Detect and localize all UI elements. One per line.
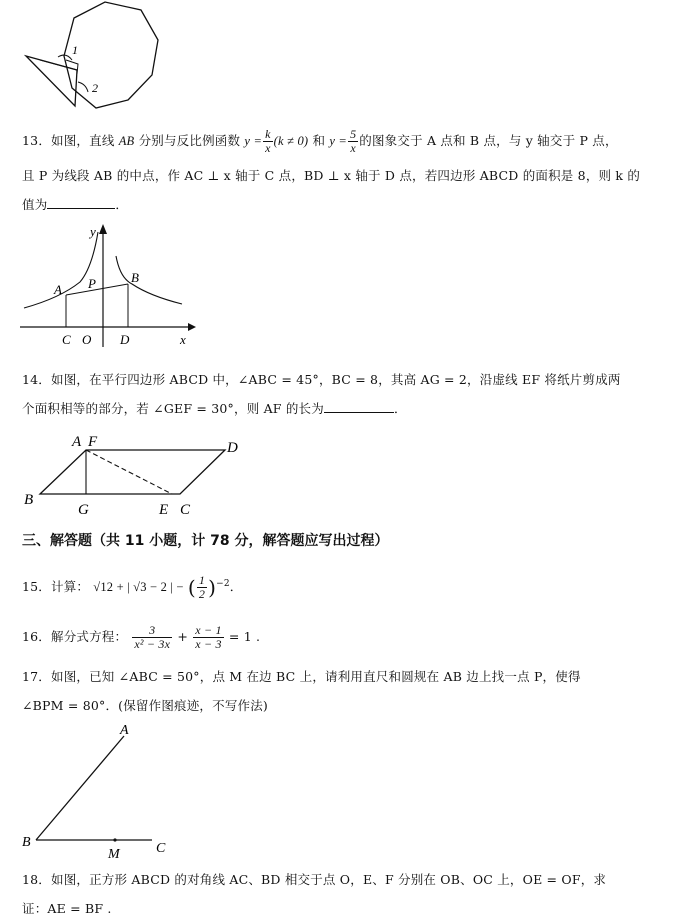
q14-line2: 个面积相等的部分，若 ∠GEF = 30°，则 AF 的长为 ． [22, 401, 407, 416]
y-axis-label: y [90, 224, 96, 239]
q14-line1: 14．如图，在平行四边形 ABCD 中，∠ABC = 45°，BC = 8，其高 AG = 2，沿虚线 EF 将纸片剪成两 [22, 372, 621, 387]
section-heading: 三、解答题（共 11 小题，计 78 分，解答题应写出过程） [22, 533, 389, 549]
q15-exponent: −2 [216, 578, 230, 589]
five-over-x-fraction [348, 128, 358, 155]
point-g-label: G [78, 502, 89, 518]
angle-1-label: 1 [72, 43, 78, 57]
q13-text: 如图，直线 [51, 133, 115, 148]
point-c-label: C [62, 332, 71, 347]
q16-line [22, 624, 260, 651]
point-a-label: A [120, 723, 129, 738]
q15-line: 15．计算： √12 + | √3 − 2 | − ( $\frac{1}{2}$ )$^{-2}$． [22, 573, 243, 601]
frac-num: 3 [132, 624, 172, 638]
q14-text: 个面积相等的部分，若 ∠GEF = 30°，则 AF 的长为 [22, 401, 324, 416]
q13-y2: y = [329, 134, 348, 148]
half-fraction [197, 574, 207, 601]
q17-line1: 17．如图，已知 ∠ABC = 50°，点 M 在边 BC 上，请利用直尺和圆规在 AB 边上找一点 P，使得 [22, 669, 581, 684]
parallelogram-figure [20, 428, 250, 520]
point-c-label: C [156, 841, 166, 856]
point-b-label: B [22, 835, 31, 850]
point-d-label: D [120, 332, 130, 347]
angle-figure [20, 720, 180, 860]
q13-line3: 值为 ． [22, 197, 129, 212]
k-over-x-fraction [263, 128, 273, 155]
point-f-label: F [88, 434, 98, 450]
frac-num: 1 [198, 573, 206, 587]
origin-label: O [82, 332, 92, 347]
answer-blank [47, 196, 115, 209]
frac-den: 2 [198, 587, 206, 601]
q15-prefix: 15．计算： [22, 579, 90, 594]
q16-prefix: 16．解分式方程： [22, 629, 128, 644]
point-a-label: A [72, 434, 82, 450]
q13-text-3: 的图象交于 A 点和 B 点，与 y 轴交于 P 点， [359, 133, 618, 148]
q15-expr: √12 + | √3 − 2 | − [93, 580, 184, 594]
frac-num: 5 [350, 127, 357, 141]
q18-line2: 证：AE = BF . [22, 901, 112, 916]
angle-2-label: 2 [92, 81, 98, 95]
point-b-label: B [131, 270, 139, 285]
frac-den: x − 3 [195, 637, 222, 651]
point-b-label: B [24, 492, 34, 508]
q17-line2: ∠BPM = 80°．(保留作图痕迹，不写作法) [22, 698, 268, 713]
q13-text-2: 分别与反比例函数 [138, 133, 241, 148]
frac-den: x² − 3x [134, 637, 171, 651]
point-p-label: P [88, 276, 96, 291]
point-d-label: D [227, 440, 238, 456]
point-c-label: C [180, 502, 191, 518]
q13-number: 13 [22, 133, 39, 148]
frac-den: x [350, 141, 356, 155]
x-axis-label: x [180, 332, 186, 347]
q13-and: 和 [312, 133, 326, 148]
frac-num: k [265, 127, 271, 141]
frac-num: x − 1 [195, 623, 222, 637]
q16-fraction-2 [193, 624, 223, 651]
point-a-label: A [54, 282, 62, 297]
q13-line1: 13．如图，直线 AB 分别与反比例函数 y = $\frac{k}{x}$ (k ≠ 0) 和 y = $\frac{5}{x}$ 的图象交于 A 点和 B 点，与 y 轴交于 P 点， [22, 127, 618, 155]
q18-line1: 18．如图，正方形 ABCD 的对角线 AC、BD 相交于点 O，E、F 分别在 OB、OC 上，OE = OF，求 [22, 872, 607, 887]
point-m-label: M [108, 847, 120, 860]
q16-rhs: = 1 . [228, 629, 261, 644]
point-e-label: E [159, 502, 169, 518]
hyperbola-figure [20, 220, 200, 350]
q13-ab: AB [118, 134, 135, 148]
q13-cond: (k ≠ 0) [273, 134, 309, 148]
polygon-figure [20, 0, 170, 115]
q13-y: y = [244, 134, 263, 148]
q13-text-4: 值为 [22, 197, 48, 212]
q16-fraction-1 [132, 624, 172, 651]
q16-plus: + [177, 629, 189, 644]
frac-den: x [265, 141, 271, 155]
q13-line2: 且 P 为线段 AB 的中点，作 AC ⊥ x 轴于 C 点，BD ⊥ x 轴于 D 点，若四边形 ABCD 的面积是 8，则 k 的 [22, 168, 641, 183]
answer-blank-2 [324, 400, 394, 413]
